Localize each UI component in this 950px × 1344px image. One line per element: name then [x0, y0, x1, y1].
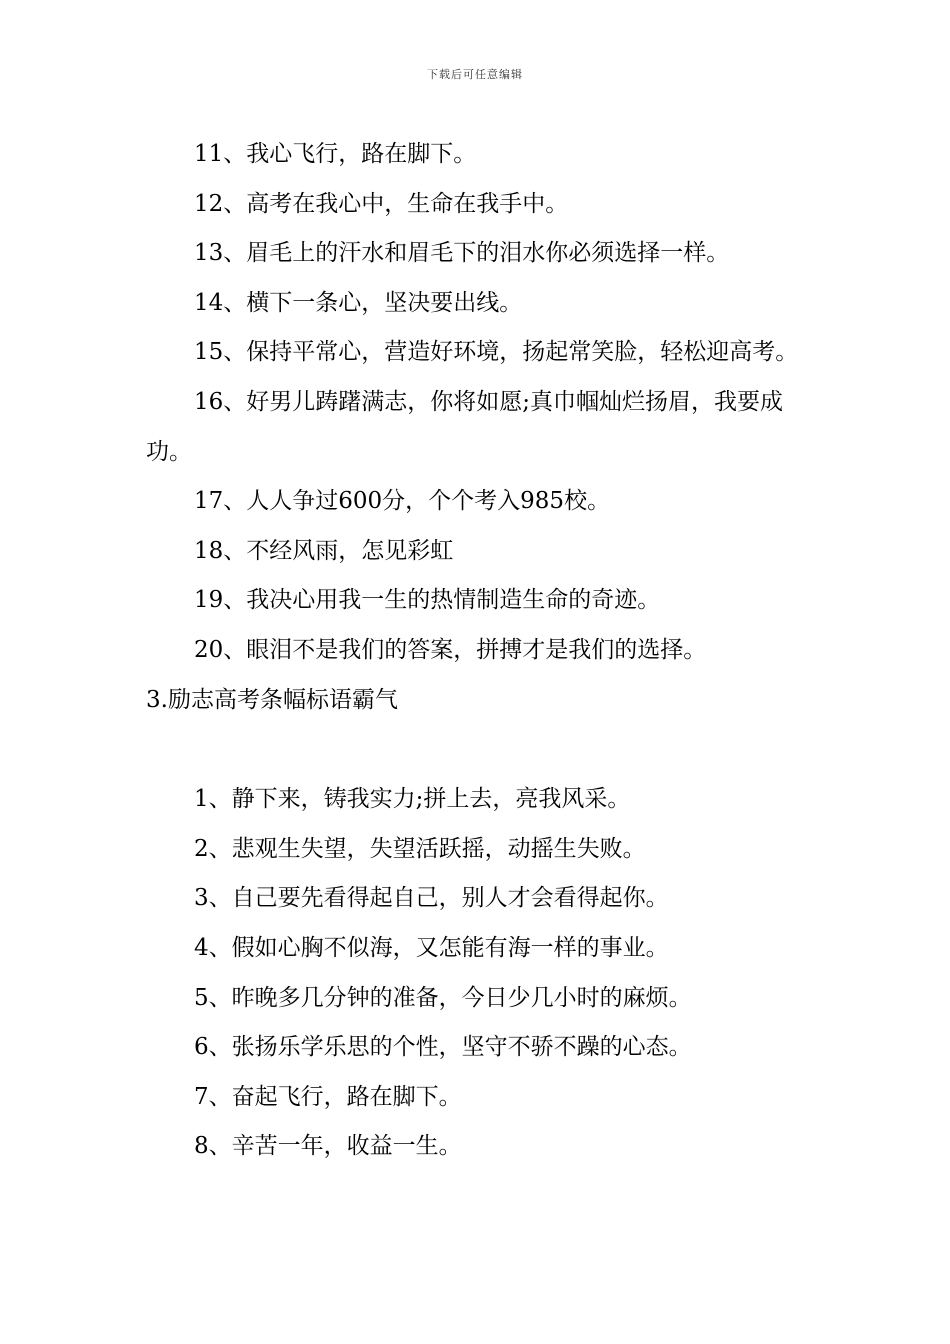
- list-item: 7、奋起飞行，路在脚下。: [194, 1083, 462, 1110]
- list-item: 13、眉毛上的汗水和眉毛下的泪水你必须选择一样。: [194, 240, 730, 267]
- list-item: 16、好男儿踌躇满志，你将如愿;真巾帼灿烂扬眉，我要成功。: [146, 388, 784, 465]
- list-item: 18、不经风雨，怎见彩虹: [194, 537, 454, 564]
- list-item: 15、保持平常心，营造好环境，扬起常笑脸，轻松迎高考。: [194, 339, 799, 366]
- list-item: 17、人人争过600分，个个考入985校。: [194, 488, 611, 515]
- list-item: 12、高考在我心中，生命在我手中。: [194, 190, 569, 217]
- list-item: 2、悲观生失望，失望活跃摇，动摇生失败。: [194, 835, 646, 862]
- list-item: 11、我心飞行，路在脚下。: [194, 141, 477, 167]
- list-item: 5、昨晚多几分钟的准备，今日少几小时的麻烦。: [194, 984, 692, 1011]
- section-heading: 3.励志高考条幅标语霸气: [146, 686, 398, 713]
- list-item: 1、静下来，铸我实力;拼上去，亮我风采。: [194, 786, 631, 813]
- list-item: 19、我决心用我一生的热情制造生命的奇迹。: [194, 587, 661, 614]
- page-header: 下载后可任意编辑: [427, 68, 523, 81]
- section-spacer: [146, 725, 812, 775]
- list-item: 14、横下一条心，坚决要出线。: [194, 289, 523, 316]
- list-item: 3、自己要先看得起自己，别人才会看得起你。: [194, 885, 669, 912]
- list-item: 8、辛苦一年，收益一生。: [194, 1133, 462, 1160]
- list-item: 4、假如心胸不似海，又怎能有海一样的事业。: [194, 934, 669, 961]
- list-item: 20、眼泪不是我们的答案，拼搏才是我们的选择。: [194, 636, 707, 663]
- list-item: 6、张扬乐学乐思的个性，坚守不骄不躁的心态。: [194, 1034, 692, 1061]
- document-body: [146, 130, 812, 1172]
